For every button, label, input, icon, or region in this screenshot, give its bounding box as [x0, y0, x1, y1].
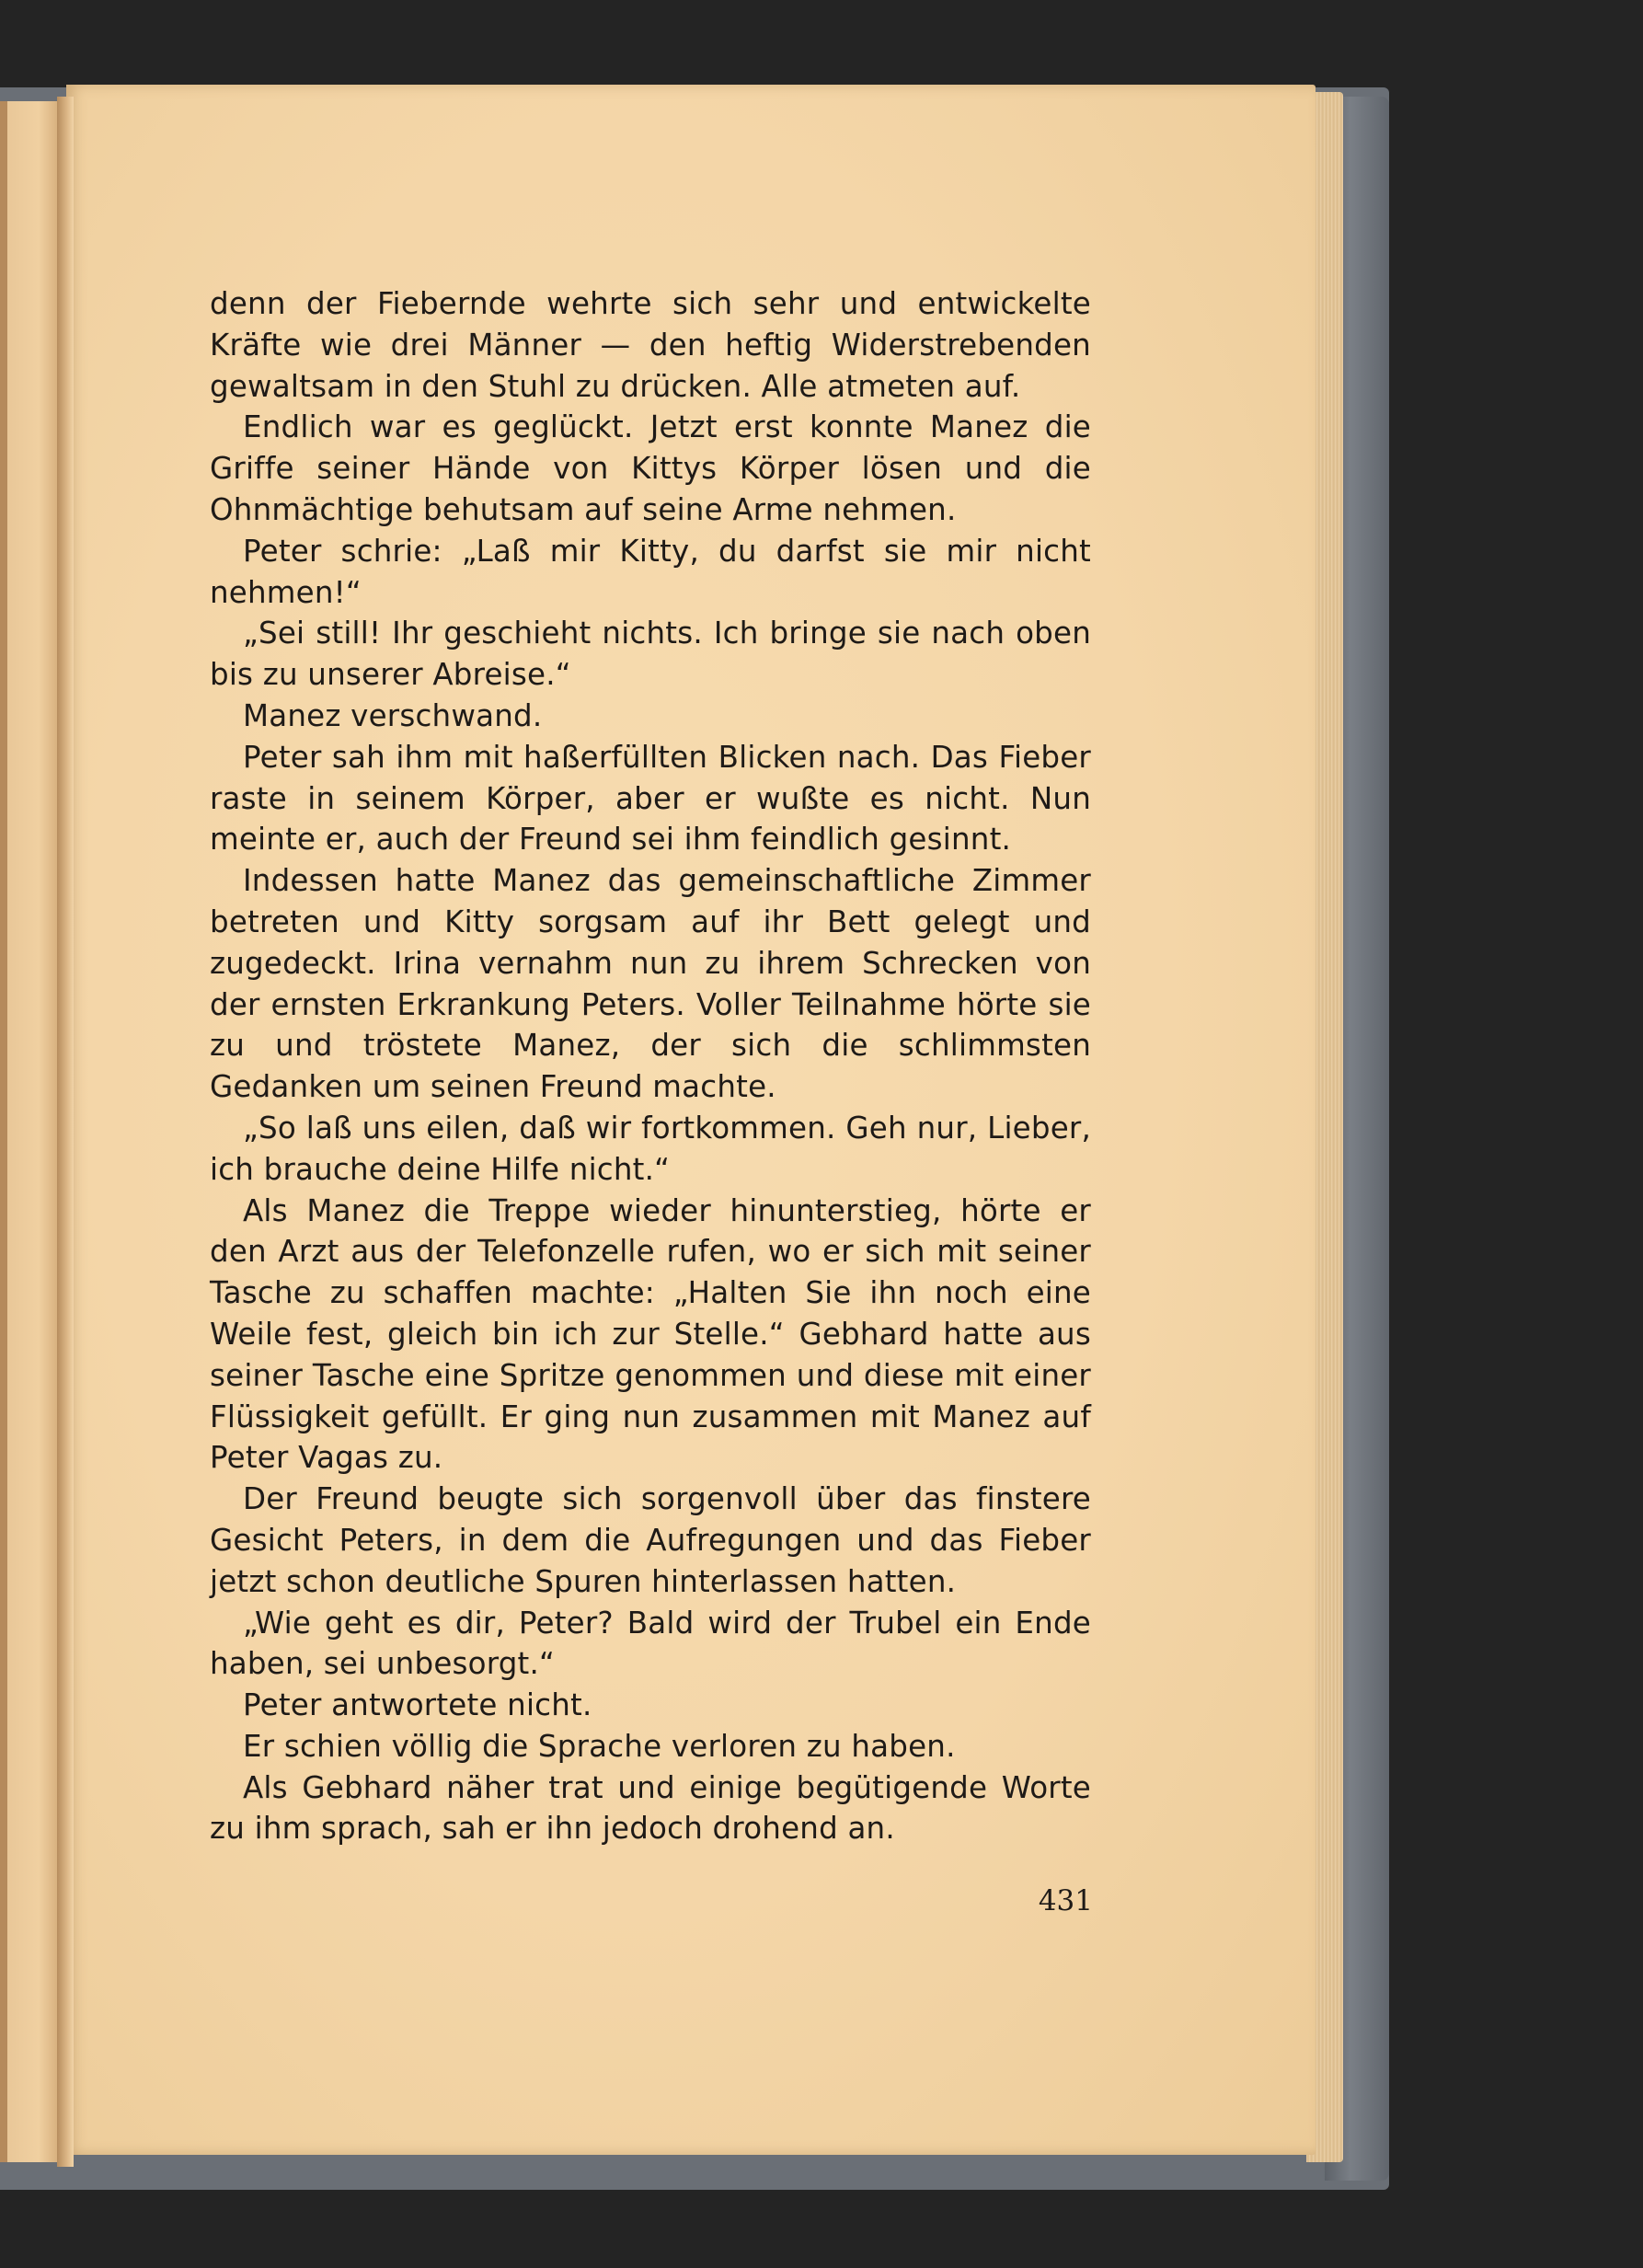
page-number: 431 [1038, 1884, 1093, 1917]
paragraph-6: Peter sah ihm mit haßerfüllten Blicken nach. Das Fieber raste in seinem Körper, aber er wußte es nicht. Nun meinte er, auch der Freund sei ihm feindlich gesinnt. [210, 739, 1091, 858]
left-facing-page [0, 101, 64, 2162]
paragraph-1: denn der Fiebernde wehrte sich sehr und entwickelte Kräfte wie drei Männer — den heftig Widerstrebenden gewaltsam in den Stuhl zu drücken. Alle atmeten auf. [210, 286, 1091, 404]
left-binding [0, 101, 7, 2162]
paragraph-10: Der Freund beugte sich sorgenvoll über das finstere Gesicht Peters, in dem die Aufregungen und das Fieber jetzt schon deutliche Spuren hinterlassen hatten. [210, 1481, 1091, 1599]
paragraph-12: Peter antwortete nicht. [243, 1687, 592, 1723]
paragraph-7: Indessen hatte Manez das gemeinschaftliche Zimmer betreten und Kitty sorgsam auf ihr Bett gelegt und zugedeckt. Irina vernahm nun zu ihrem Schrecken von der ernsten Erkrankung Peters. Voller Teilnahme hörte sie zu und tröstete Manez, der sich die schlimmsten Gedanken um seinen Freund machte. [210, 863, 1091, 1105]
page-body-text [210, 283, 1091, 1849]
paragraph-4: „Sei still! Ihr geschieht nichts. Ich bringe sie nach oben bis zu unserer Abreise.“ [210, 616, 1091, 693]
paragraph-11: „Wie geht es dir, Peter? Bald wird der Trubel ein Ende haben, sei unbesorgt.“ [210, 1605, 1091, 1682]
paragraph-9: Als Manez die Treppe wieder hinunterstieg, hörte er den Arzt aus der Telefonzelle rufen, wo er sich mit seiner Tasche zu schaffen machte: „Halten Sie ihn noch eine Weile fest, gleich bin ich zur Stelle.“ Gebhard hatte aus seiner Tasche eine Spritze genommen und diese mit einer Flüssigkeit gefüllt. Er ging nun zusammen mit Manez auf Peter Vagas zu. [210, 1192, 1091, 1476]
page-gutter [57, 97, 74, 2167]
paragraph-14: Als Gebhard näher trat und einige begütigende Worte zu ihm sprach, sah er ihn jedoch drohend an. [210, 1769, 1091, 1847]
paragraph-3: Peter schrie: „Laß mir Kitty, du darfst sie mir nicht nehmen!“ [210, 533, 1091, 610]
paragraph-5: Manez verschwand. [243, 697, 543, 733]
paragraph-2: Endlich war es geglückt. Jetzt erst konnte Manez die Griffe seiner Hände von Kittys Körper lösen und die Ohnmächtige behutsam auf seine Arme nehmen. [210, 409, 1091, 527]
paragraph-13: Er schien völlig die Sprache verloren zu haben. [243, 1728, 956, 1764]
paragraph-8: „So laß uns eilen, daß wir fortkommen. Geh nur, Lieber, ich brauche deine Hilfe nicht.“ [210, 1110, 1091, 1187]
